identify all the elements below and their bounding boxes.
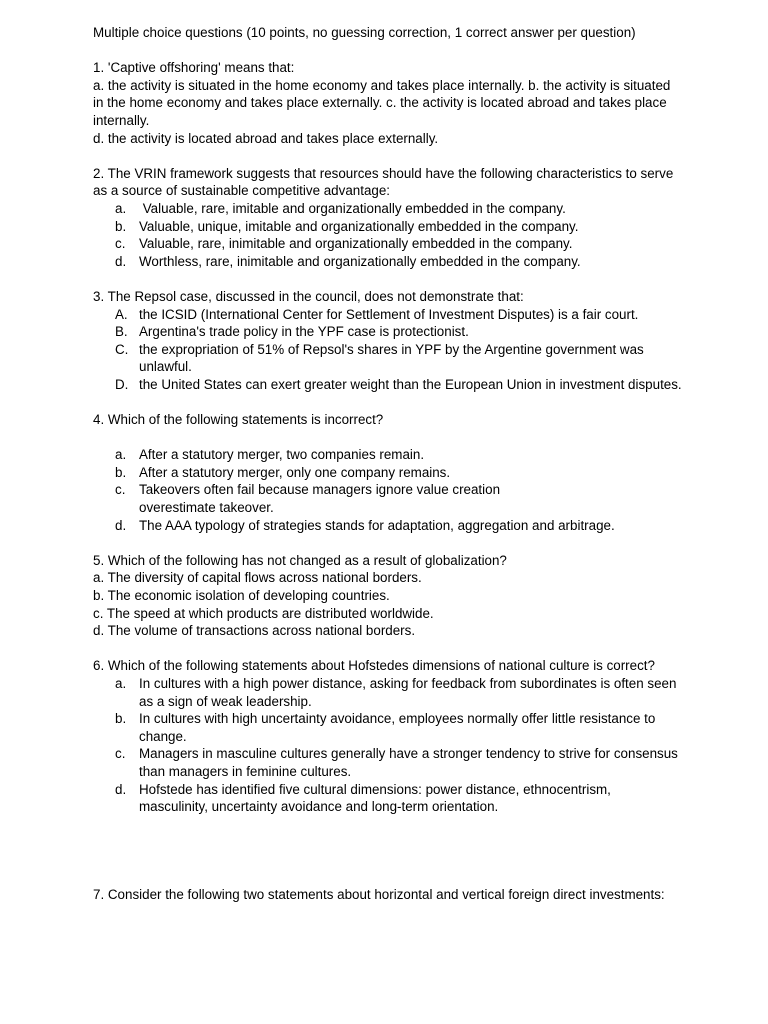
option-item [93, 464, 683, 482]
option-text: After a statutory merger, two companies remain. [139, 447, 425, 463]
option-item [93, 376, 683, 394]
option-item [93, 306, 683, 324]
option-text: In cultures with a high power distance, asking for feedback from subordinates is often seen as a sign of weak leadership. [139, 675, 677, 709]
option-item [93, 218, 683, 236]
option-text: After a statutory merger, only one company remains. [139, 464, 451, 480]
option-item [93, 323, 683, 341]
option-marker: d. [115, 781, 127, 797]
question-stem: 1. 'Captive offshoring' means that: [93, 60, 295, 76]
exam-header: Multiple choice questions (10 points, no guessing correction, 1 correct answer per question) [93, 25, 636, 40]
option-text: the ICSID (International Center for Settlement of Investment Disputes) is a fair court. [139, 306, 639, 322]
option-marker: a. [115, 200, 127, 216]
option-item [93, 781, 683, 816]
question-option-line: a. The diversity of capital flows across national borders. [93, 570, 422, 586]
option-marker: d. [115, 253, 127, 269]
option-item [93, 341, 683, 376]
question-5 [93, 552, 683, 640]
option-text: The AAA typology of strategies stands for adaptation, aggregation and arbitrage. [139, 517, 615, 533]
question-7 [93, 886, 683, 904]
question-2 [93, 165, 683, 271]
option-item [93, 235, 683, 253]
question-4 [93, 411, 683, 534]
option-text: Managers in masculine cultures generally have a stronger tendency to strive for consensus than managers in feminine cultures. [139, 746, 678, 779]
exam-page [93, 24, 683, 903]
option-marker: C. [115, 341, 129, 357]
option-list [93, 200, 683, 270]
option-text: Valuable, unique, imitable and organizationally embedded in the company. [139, 218, 579, 234]
question-option-line: c. The speed at which products are distributed worldwide. [93, 605, 434, 621]
option-marker: A. [115, 306, 128, 322]
question-stem: 3. The Repsol case, discussed in the council, does not demonstrate that: [93, 288, 524, 304]
option-item [93, 745, 683, 780]
option-marker: c. [115, 482, 126, 498]
option-text: Takeovers often fail because managers ignore value creation overestimate takeover. [139, 482, 501, 516]
option-text: Valuable, rare, inimitable and organizationally embedded in the company. [139, 236, 573, 252]
option-list [93, 446, 683, 534]
option-list [93, 306, 683, 394]
option-text: Argentina's trade policy in the YPF case is protectionist. [139, 324, 469, 340]
option-item [93, 446, 683, 464]
option-item [93, 200, 683, 218]
question-options-paragraph: a. the activity is situated in the home economy and takes place internally. b. the activity is situated in the home economy and takes place externally. c. the activity is located abroad and takes place internally. [93, 77, 671, 128]
question-stem: 7. Consider the following two statements about horizontal and vertical foreign direct investments: [93, 886, 665, 902]
option-text: Hofstede has identified five cultural dimensions: power distance, ethnocentrism, masculinity, uncertainty avoidance and long-term orientation. [139, 781, 611, 815]
option-marker: a. [115, 447, 127, 463]
option-marker: c. [115, 746, 126, 762]
option-text: Worthless, rare, inimitable and organizationally embedded in the company. [139, 253, 581, 269]
option-list [93, 675, 683, 816]
question-stem: 6. Which of the following statements about Hofstedes dimensions of national culture is correct? [93, 658, 655, 674]
question-1 [93, 59, 683, 147]
option-marker: b. [115, 711, 127, 727]
question-option-line: b. The economic isolation of developing countries. [93, 588, 390, 603]
option-text: In cultures with high uncertainty avoidance, employees normally offer little resistance to change. [139, 711, 656, 744]
option-marker: b. [115, 464, 127, 480]
question-stem: 4. Which of the following statements is incorrect? [93, 412, 384, 428]
option-marker: d. [115, 517, 127, 533]
question-stem: 2. The VRIN framework suggests that resources should have the following characteristics to serve as a source of sustainable competitive advantage: [93, 165, 674, 199]
option-marker: D. [115, 376, 129, 392]
option-marker: c. [115, 236, 126, 252]
option-marker: a. [115, 675, 127, 691]
option-marker: B. [115, 324, 128, 340]
option-text: the United States can exert greater weight than the European Union in investment disputes. [139, 376, 682, 392]
option-text: Valuable, rare, imitable and organizationally embedded in the company. [139, 200, 566, 216]
option-item [93, 253, 683, 271]
option-item [93, 710, 683, 745]
question-option-d: d. the activity is located abroad and takes place externally. [93, 130, 439, 146]
option-item [93, 517, 683, 535]
question-stem: 5. Which of the following has not changed as a result of globalization? [93, 552, 507, 568]
question-3 [93, 288, 683, 394]
option-item [93, 481, 683, 516]
question-6 [93, 657, 683, 815]
option-item [93, 675, 683, 710]
option-text: the expropriation of 51% of Repsol's shares in YPF by the Argentine government was unlawful. [139, 341, 644, 375]
question-option-line: d. The volume of transactions across national borders. [93, 623, 416, 639]
option-marker: b. [115, 218, 127, 234]
